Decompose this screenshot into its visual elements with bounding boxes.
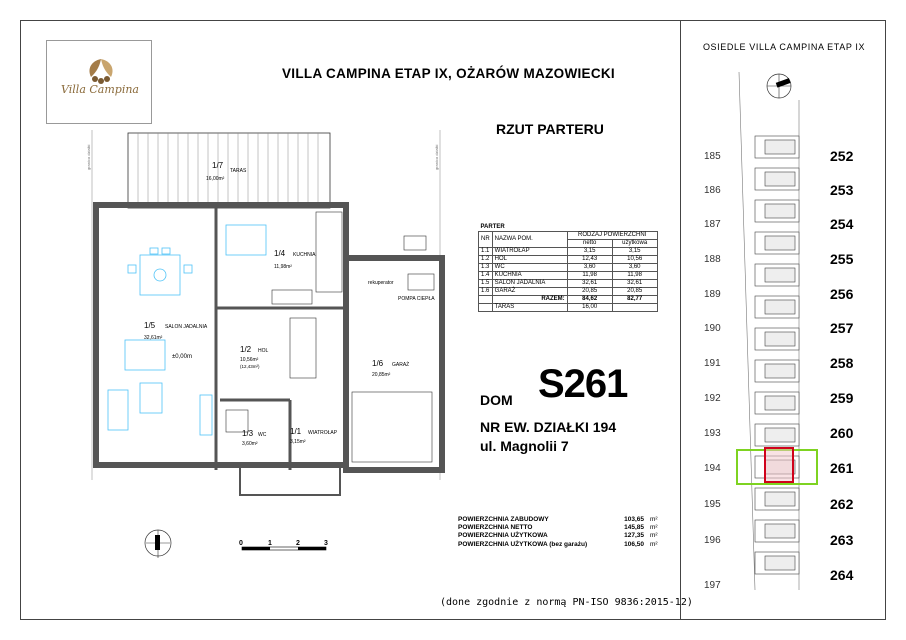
total-row — [458, 540, 658, 549]
house-label[interactable]: 255 — [830, 251, 854, 267]
table-row — [479, 272, 658, 280]
house-label[interactable]: 256 — [830, 286, 854, 302]
total-unit: m² — [650, 516, 658, 523]
row-nr: 1.6 — [479, 288, 493, 296]
table-terrace-row — [479, 304, 658, 312]
table-sum-row — [479, 296, 658, 304]
plot-label[interactable]: 195 — [704, 499, 721, 510]
row-nr: 1.2 — [479, 256, 493, 264]
table-header-kind: RODZAJ POWIERZCHNI — [567, 232, 657, 240]
room-garage-name: GARAŻ — [392, 362, 410, 368]
house-label[interactable]: 257 — [830, 320, 854, 336]
table-row — [479, 288, 658, 296]
row-nr: 1.1 — [479, 248, 493, 256]
room-terrace-name: TARAS — [230, 168, 247, 174]
row-name: GARAŻ — [492, 288, 567, 296]
plot-label[interactable]: 197 — [704, 580, 721, 591]
plot-label[interactable]: 194 — [704, 463, 721, 474]
scale-tick-2: 2 — [296, 540, 300, 547]
row-net: 12,43 — [567, 256, 612, 264]
row-name: WIATROŁAP — [492, 248, 567, 256]
room-vestibule-area: 3,15m² — [290, 439, 306, 445]
total-unit: m² — [650, 524, 658, 532]
table-row — [479, 248, 658, 256]
site-north-arrow-icon — [767, 74, 791, 98]
row-nr: 1.5 — [479, 280, 493, 288]
plot-label[interactable]: 193 — [704, 428, 721, 439]
table-row — [479, 280, 658, 288]
house-label[interactable]: 252 — [830, 148, 854, 164]
room-kitchen-name: KUCHNIA — [293, 252, 316, 258]
border-label-right: granica działki — [434, 144, 439, 170]
total-label: POWIERZCHNIA UŻYTKOWA — [458, 532, 548, 540]
fixtures — [226, 212, 434, 462]
room-vestibule-name: WIATROŁAP — [308, 430, 338, 436]
plan-subtitle: RZUT PARTERU — [496, 121, 604, 137]
scale-tick-0: 0 — [239, 540, 243, 547]
room-hall-area: 10,56m² — [240, 357, 259, 363]
row-name: HOL — [492, 256, 567, 264]
row-name: SALON JADALNIA — [492, 280, 567, 288]
sum-usable: 82,77 — [612, 296, 657, 304]
total-value: 103,65 — [624, 516, 644, 523]
scale-tick-3: 3 — [324, 540, 328, 547]
total-row — [458, 516, 658, 524]
sum-net: 84,62 — [567, 296, 612, 304]
row-net: 3,60 — [567, 264, 612, 272]
plot-label[interactable]: 186 — [704, 185, 721, 196]
heat-pump-label: POMPA CIEPŁA — [398, 296, 435, 302]
house-label[interactable]: 263 — [830, 532, 854, 548]
row-nr: 1.4 — [479, 272, 493, 280]
room-vestibule-id: 1/1 — [290, 427, 302, 436]
street-address: ul. Magnolii 7 — [480, 438, 569, 454]
house-walls — [96, 205, 442, 495]
area-totals — [458, 516, 658, 549]
table-header-nr: NR — [479, 232, 493, 248]
plot-label[interactable]: 189 — [704, 289, 721, 300]
room-wc-area: 3,60m² — [242, 441, 258, 447]
scale-bar — [239, 540, 328, 550]
north-arrow-icon — [145, 530, 171, 558]
row-usable: 3,15 — [612, 248, 657, 256]
house-label[interactable]: 261 — [830, 460, 854, 476]
house-label[interactable]: 258 — [830, 355, 854, 371]
dom-label: DOM — [480, 392, 513, 408]
room-salon-id: 1/5 — [144, 321, 156, 330]
total-value: 145,85 — [624, 524, 644, 532]
total-unit: m² — [650, 532, 658, 540]
house-label[interactable]: 264 — [830, 567, 854, 583]
room-garage-id: 1/6 — [372, 359, 384, 368]
house-label[interactable]: 259 — [830, 390, 854, 406]
site-title: OSIEDLE VILLA CAMPINA ETAP IX — [702, 42, 866, 52]
room-area-table — [478, 224, 658, 312]
row-net: 32,61 — [567, 280, 612, 288]
house-label[interactable]: 253 — [830, 182, 854, 198]
furniture — [108, 225, 266, 435]
plot-label[interactable]: 191 — [704, 358, 721, 369]
scale-tick-1: 1 — [268, 540, 272, 547]
room-kitchen-area: 11,98m² — [274, 264, 292, 270]
row-usable: 11,98 — [612, 272, 657, 280]
row-usable: 10,56 — [612, 256, 657, 264]
room-hall-name: HOL — [258, 348, 269, 354]
plot-number: NR EW. DZIAŁKI 194 — [480, 419, 617, 435]
row-net: 20,85 — [567, 288, 612, 296]
table-header-usable: użytkowa — [612, 240, 657, 248]
row-usable: 3,60 — [612, 264, 657, 272]
site-lot-shapes — [755, 136, 799, 574]
plot-label[interactable]: 196 — [704, 535, 721, 546]
house-label[interactable]: 254 — [830, 216, 854, 232]
table-row — [479, 256, 658, 264]
project-title: VILLA CAMPINA ETAP IX, OŻARÓW MAZOWIECKI — [282, 66, 615, 81]
total-value: 127,35 — [624, 532, 644, 540]
level-mark: ±0,00m — [172, 354, 192, 360]
room-hall-area-net: (12,43m²) — [240, 364, 260, 369]
room-wc-name: WC — [258, 432, 267, 438]
recuperator-label: rekuperator — [368, 280, 394, 286]
row-name: KUCHNIA — [492, 272, 567, 280]
total-label: POWIERZCHNIA ZABUDOWY — [458, 516, 549, 523]
house-number: S261 — [538, 362, 628, 406]
selected-house-marker — [765, 448, 793, 482]
room-kitchen-id: 1/4 — [274, 249, 286, 258]
house-label[interactable]: 262 — [830, 496, 854, 512]
table-row — [479, 264, 658, 272]
house-label[interactable]: 260 — [830, 425, 854, 441]
room-terrace-area: 16,00m² — [206, 176, 225, 182]
border-label-left: granica działki — [86, 144, 91, 170]
table-section: PARTER — [480, 224, 505, 230]
row-name: WC — [492, 264, 567, 272]
table-header-net: netto — [567, 240, 612, 248]
plot-label[interactable]: 190 — [704, 323, 721, 334]
total-label: POWIERZCHNIA UŻYTKOWA (bez garażu) — [458, 540, 588, 548]
terrace-net: 16,00 — [567, 304, 612, 312]
total-value: 106,50 — [624, 540, 644, 548]
terrace-name: TARAS — [492, 304, 567, 312]
terrace-area — [128, 133, 330, 208]
room-hall-id: 1/2 — [240, 345, 252, 354]
plot-label[interactable]: 187 — [704, 219, 721, 230]
row-usable: 20,85 — [612, 288, 657, 296]
plot-label[interactable]: 188 — [704, 254, 721, 265]
logo-text: Villa Campina — [61, 83, 139, 96]
plot-label[interactable]: 192 — [704, 393, 721, 404]
row-net: 3,15 — [567, 248, 612, 256]
total-row — [458, 532, 658, 540]
sum-label: RAZEM: — [492, 296, 567, 304]
room-garage-area: 20,85m² — [372, 372, 391, 378]
room-salon-name: SALON JADALNIA — [165, 324, 208, 330]
room-wc-id: 1/3 — [242, 429, 254, 438]
room-terrace-id: 1/7 — [212, 161, 224, 170]
row-nr: 1.3 — [479, 264, 493, 272]
plot-label[interactable]: 185 — [704, 151, 721, 162]
total-label: POWIERZCHNIA NETTO — [458, 524, 533, 532]
row-usable: 32,61 — [612, 280, 657, 288]
row-net: 11,98 — [567, 272, 612, 280]
table-header-name: NAZWA POM. — [492, 232, 567, 248]
floor-plan — [0, 0, 460, 600]
standard-note: (done zgodnie z normą PN-ISO 9836:2015-12) — [440, 597, 693, 608]
room-salon-area: 32,61m² — [144, 335, 163, 341]
total-unit: m² — [650, 540, 658, 548]
